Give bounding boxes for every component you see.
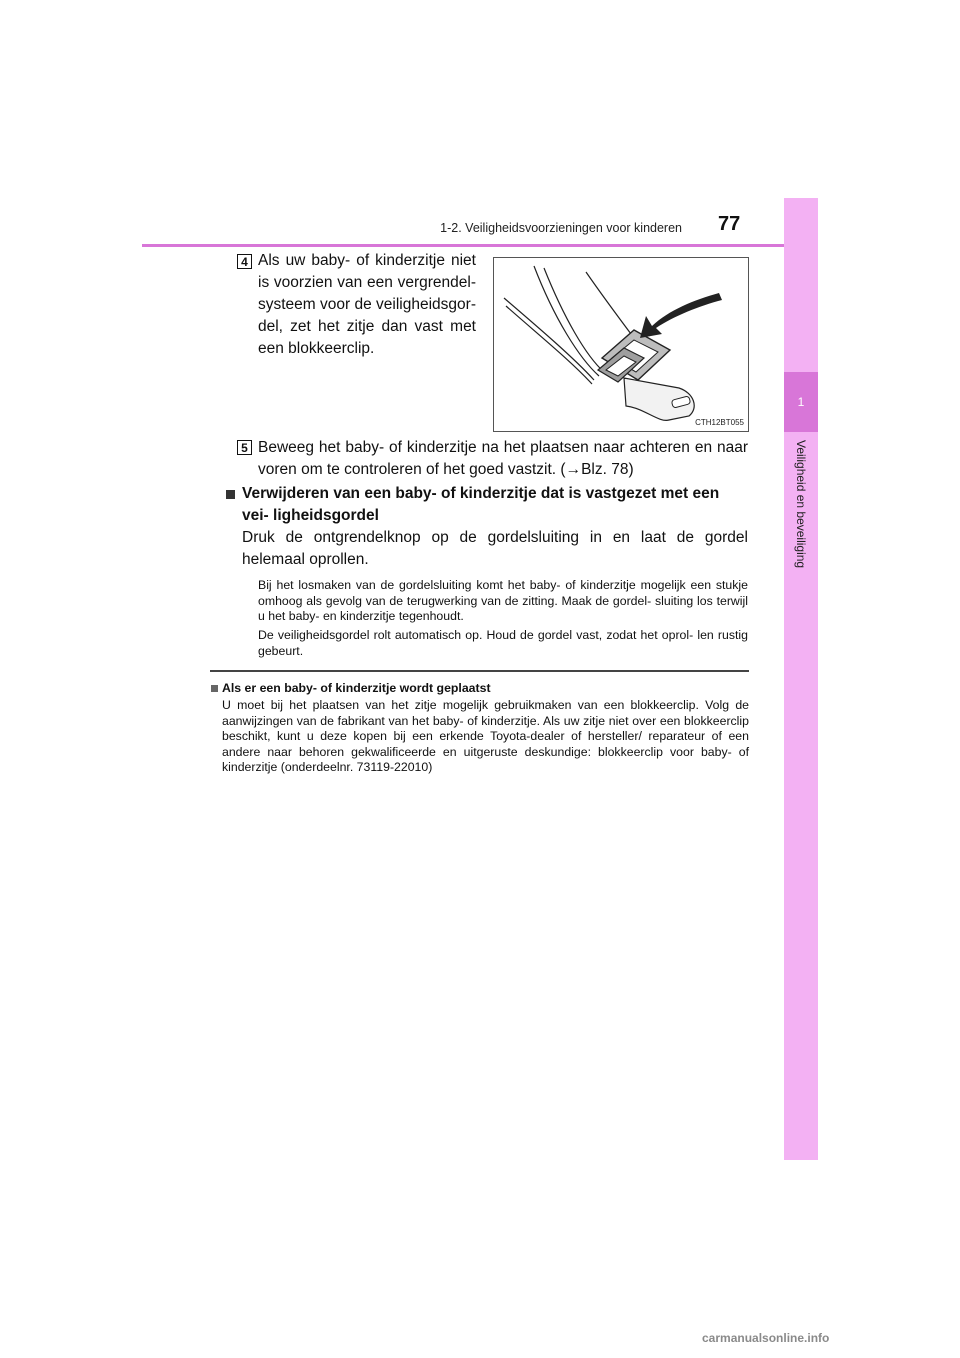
section-bullet-icon: [226, 490, 235, 499]
section-note-1: Bij het losmaken van de gordelsluiting komt het baby- of kinderzitje mogelijk een stukje omhoog als gevolg van de terugwerking van de zitting. Maak de gordel- sluiting los terwijl u het baby- en kinderzitje tegenhoudt.: [258, 578, 748, 623]
step-4-text: Als uw baby- of kinderzitje niet is voorzien van een vergrendel- systeem voor de veiligheidsgor- del, zet het zitje dan vast met een blokkeerclip.: [258, 252, 476, 357]
figure-code: CTH12BT055: [695, 418, 744, 427]
step-number-4: 4: [237, 254, 252, 269]
header-divider: [142, 244, 818, 247]
info-bullet-icon: [211, 685, 218, 692]
section-title: 1-2. Veiligheidsvoorzieningen voor kinderen: [440, 221, 682, 235]
step-5-text: Beweeg het baby- of kinderzitje na het plaatsen naar achteren en naar voren om te controleren of het goed vastzit. (→Blz. 78): [258, 439, 748, 478]
chapter-sidebar: [784, 198, 818, 1160]
footer-watermark[interactable]: carmanualsonline.info: [702, 1331, 830, 1345]
seatbelt-locking-clip-illustration: [494, 258, 748, 431]
section-heading: Verwijderen van een baby- of kinderzitje dat is vastgezet met een vei- ligheidsgordel: [242, 485, 720, 524]
info-body: U moet bij het plaatsen van het zitje mogelijk gebruikmaken van een blokkeerclip. Volg de aanwijzingen van de fabrikant van het baby- of kinderzitje. Als uw zitje niet over een blokkeerclip beschikt, kunt u deze kopen bij een erkende Toyota-dealer of hersteller/ reparateur of een andere naar behoren gekwalificeerde en uitgeruste deskundige: blokkeerclip voor baby- of kinderzitje (onderdeelnr. 73119-22010): [222, 698, 749, 774]
info-heading: Als er een baby- of kinderzitje wordt geplaatst: [222, 681, 491, 695]
section-body: Druk de ontgrendelknop op de gordelsluiting in en laat de gordel helemaal oprollen.: [242, 529, 748, 568]
chapter-tab[interactable]: 1: [784, 372, 818, 432]
section-note-2: De veiligheidsgordel rolt automatisch op. Houd de gordel vast, zodat het oprol- len rustig gebeurt.: [258, 628, 748, 658]
step-number-5: 5: [237, 440, 252, 455]
info-divider: [210, 670, 749, 672]
chapter-title: Veiligheid en beveiliging: [794, 440, 808, 569]
page-number: 77: [718, 213, 741, 235]
seatbelt-clip-figure: [493, 257, 749, 432]
